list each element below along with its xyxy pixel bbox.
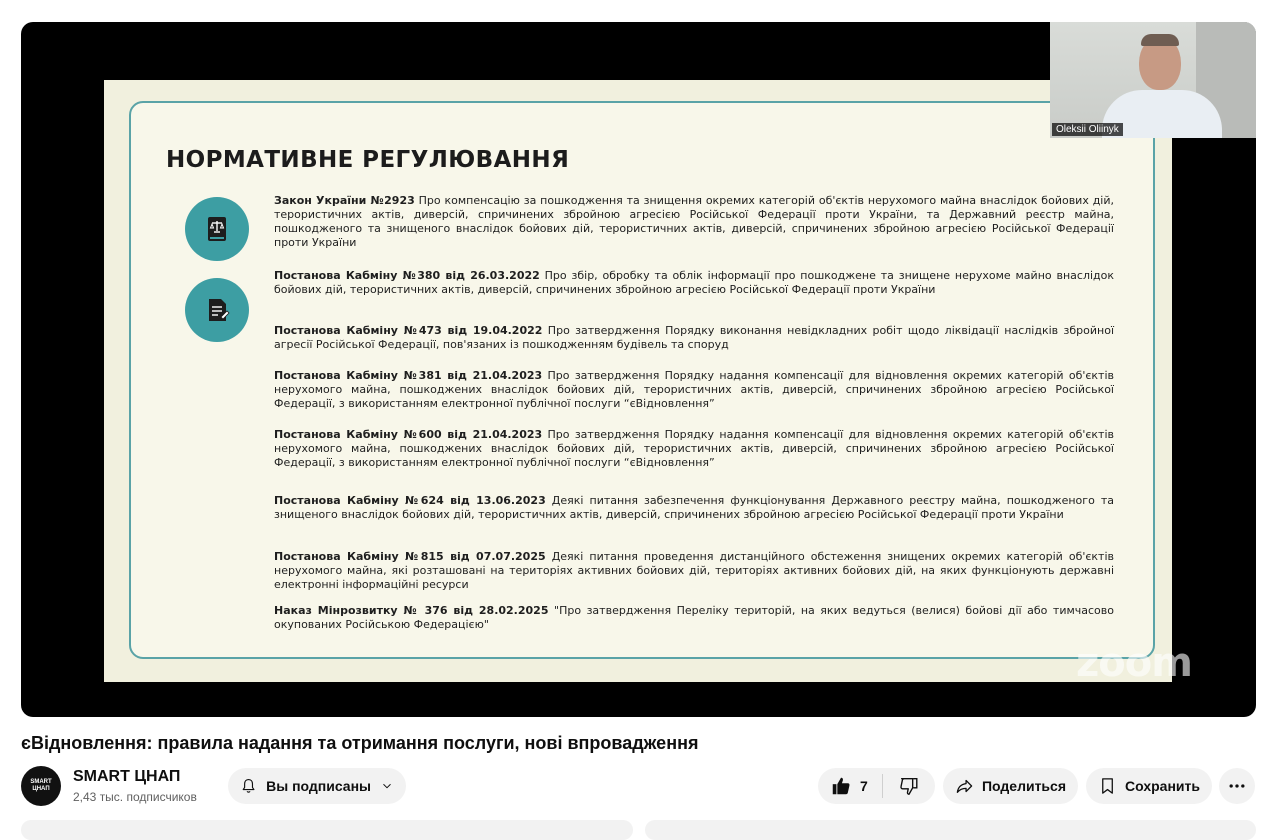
dislike-button[interactable] [883,768,935,804]
regulation-entry: Постанова Кабміну №815 від 07.07.2025 Деякі питання проведення дистанційного обстеження знищених окремих категорій об'єктів нерухомого майна, які розташовані на територіях активних бойових дій, територіях активних бойових дій, на яких функціонують державні електронні інформаційні ресурси [274,550,1114,591]
subscribed-label: Вы подписаны [266,778,371,794]
like-button[interactable] [818,768,882,804]
share-label: Поделиться [981,778,1066,794]
participant-name: Oleksii Oliinyk [1052,123,1123,136]
channel-name[interactable]: SMART ЦНАП [73,768,181,785]
channel-row [21,766,1256,806]
scales-book-icon [185,197,249,261]
bell-icon [240,775,257,797]
regulation-entry: Наказ Мінрозвитку № 376 від 28.02.2025 "Про затвердження Переліку територій, на яких ведуться (велися) бойові дії або тимчасово окупованих Російською Федерацією" [274,604,1114,631]
presentation-slide [104,80,1172,682]
description-card[interactable] [21,820,633,840]
chevron-down-icon [380,777,394,795]
regulation-entry: Постанова Кабміну №600 від 21.04.2023 Про затвердження Порядку надання компенсації для відновлення окремих категорій об'єктів нерухомого майна, пошкоджених внаслідок бойових дій, терористичних актів, диверсій, спричинених збройною агресією Російської Федерації, з використанням електронної публічної послуги “єВідновлення” [274,428,1114,469]
channel-avatar[interactable]: SMART ЦНАП [21,766,61,806]
like-count: 7 [860,778,868,794]
video-player[interactable] [21,22,1256,717]
thumbs-up-icon [830,775,852,797]
participant-video [1050,22,1256,138]
side-card[interactable] [645,820,1256,840]
more-actions-button[interactable] [1219,768,1255,804]
slide-title: НОРМАТИВНЕ РЕГУЛЮВАННЯ [166,147,570,173]
regulation-entry: Постанова Кабміну №381 від 21.04.2023 Про затвердження Порядку надання компенсації для відновлення окремих категорій об'єктів нерухомого майна, пошкоджених внаслідок бойових дій, терористичних актів, диверсій, спричинених збройною агресією Російської Федерації, з використанням електронної публічної послуги “єВідновлення” [274,369,1114,410]
regulation-entry: Постанова Кабміну №624 від 13.06.2023 Деякі питання забезпечення функціонування Державного реєстру майна, пошкодженого та знищеного внаслідок бойових дій, терористичних актів, диверсій, спричинених збройною агресією Російської Федерації проти України [274,494,1114,521]
regulation-entry: Постанова Кабміну №380 від 26.03.2022 Про збір, обробку та облік інформації про пошкоджене та знищене нерухоме майно внаслідок бойових дій, терористичних актів, диверсій, спричинених збройною агресією Російської Федерації проти України [274,269,1115,296]
regulation-entry: Закон України №2923 Про компенсацію за пошкодження та знищення окремих категорій об'єктів нерухомого майна внаслідок бойових дій, терористичних актів, диверсій, спричинених збройною агресією Російської Федерації проти України, та Державний реєстр майна, пошкодженого та знищеного внаслідок бойових дій, терористичних актів, диверсій, спричинених збройною агресією Російської Федерації проти України [274,194,1114,249]
zoom-watermark: zoom [1076,640,1192,686]
share-button[interactable] [943,768,1078,804]
subscriber-count: 2,43 тыс. подписчиков [73,790,197,804]
subscribed-button[interactable] [228,768,406,804]
video-title: єВідновлення: правила надання та отримання послуги, нові впровадження [21,733,699,753]
bookmark-icon [1098,775,1117,797]
save-label: Сохранить [1125,778,1200,794]
like-dislike-group [818,768,935,804]
document-pen-icon [185,278,249,342]
thumbs-down-icon [898,775,920,797]
save-button[interactable] [1086,768,1212,804]
more-dots-icon [1227,776,1247,796]
regulation-entry: Постанова Кабміну №473 від 19.04.2022 Про затвердження Порядку виконання невідкладних робіт щодо ліквідації наслідків збройної агресії Російської Федерації, пов'язаних із пошкодженням будівель та споруд [274,324,1114,351]
share-arrow-icon [955,775,974,797]
